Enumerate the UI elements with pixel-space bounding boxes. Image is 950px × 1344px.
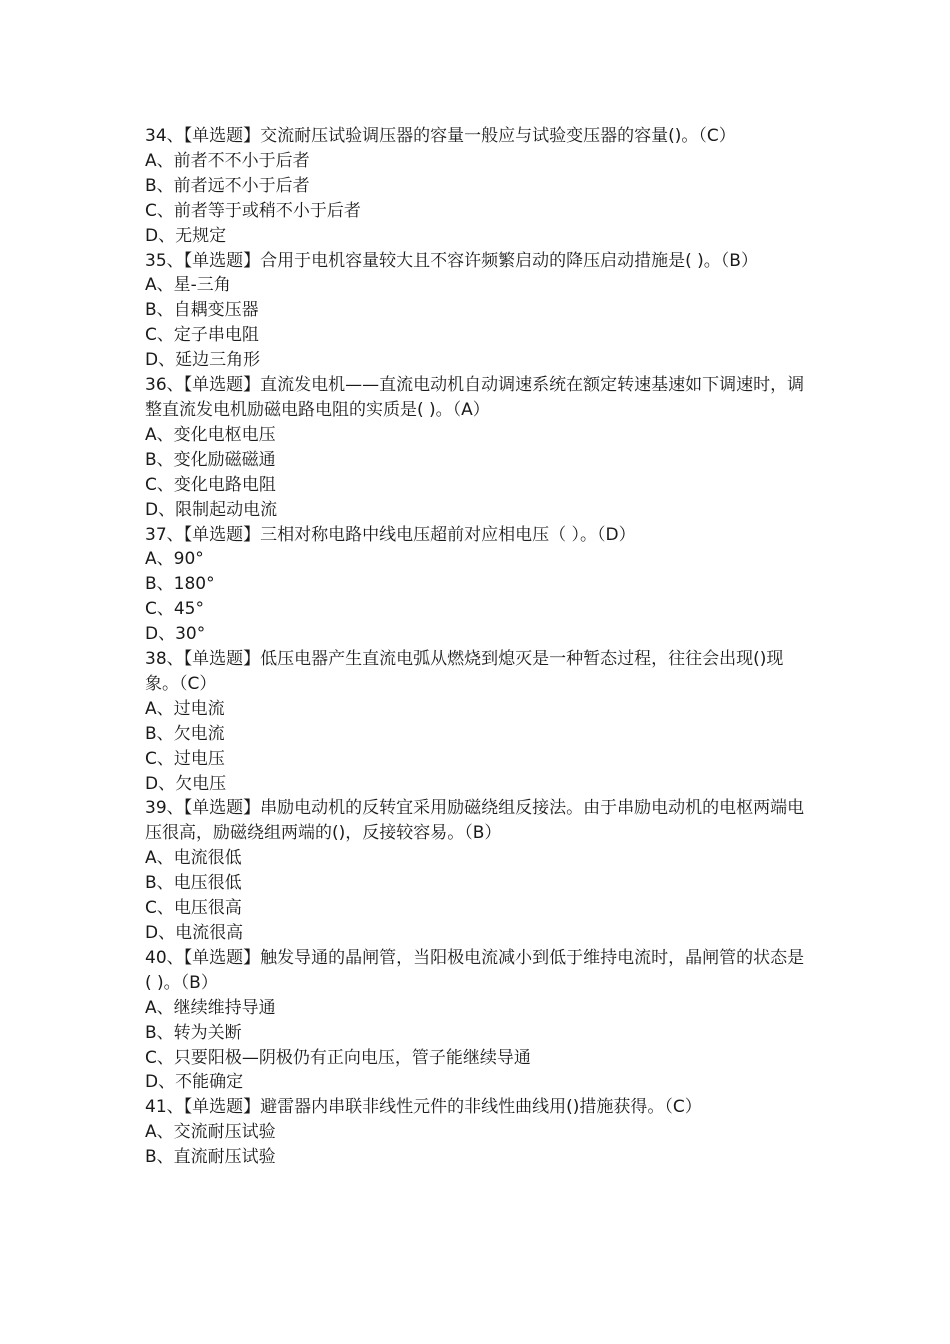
option-b: B、直流耐压试验 [145, 1147, 276, 1168]
option-a: A、继续维持导通 [145, 997, 276, 1018]
option-c: C、45° [145, 599, 205, 620]
question-38 [145, 647, 810, 796]
option-b: B、自耦变压器 [145, 300, 259, 321]
option-d: D、延边三角形 [145, 350, 261, 371]
question-35 [145, 249, 810, 374]
option-c: C、定子串电阻 [145, 325, 259, 346]
option-d: D、欠电压 [145, 773, 227, 794]
option-b: B、转为关断 [145, 1022, 242, 1043]
question-36 [145, 373, 810, 522]
question-37 [145, 523, 810, 648]
question-41 [145, 1095, 810, 1170]
option-a: A、交流耐压试验 [145, 1122, 276, 1143]
option-b: B、欠电流 [145, 723, 225, 744]
question-40 [145, 946, 810, 1095]
question-39 [145, 796, 810, 945]
option-a: A、电流很低 [145, 848, 242, 869]
question-text: 34、【单选题】交流耐压试验调压器的容量一般应与试验变压器的容量()。（C） [145, 126, 736, 146]
question-list [145, 124, 810, 1170]
question-text: 36、【单选题】直流发电机——直流电动机自动调速系统在额定转速基速如下调速时，调整直流发电机励磁电路电阻的实质是( )。（A） [145, 375, 805, 420]
option-a: A、90° [145, 549, 204, 570]
option-c: C、只要阳极—阴极仍有正向电压，管子能继续导通 [145, 1047, 531, 1068]
option-d: D、无规定 [145, 225, 227, 246]
question-text: 37、【单选题】三相对称电路中线电压超前对应相电压（ ）。（D） [145, 524, 636, 545]
option-a: A、过电流 [145, 698, 225, 719]
option-d: D、电流很高 [145, 923, 244, 943]
option-c: C、变化电路电阻 [145, 474, 276, 495]
option-a: A、变化电枢电压 [145, 424, 276, 445]
option-a: A、星-三角 [145, 275, 231, 296]
option-d: D、30° [145, 624, 206, 645]
option-c: C、过电压 [145, 748, 225, 769]
option-d: D、不能确定 [145, 1072, 244, 1093]
option-b: B、前者远不小于后者 [145, 175, 310, 196]
question-text: 41、【单选题】避雷器内串联非线性元件的非线性曲线用()措施获得。（C） [145, 1097, 702, 1118]
option-d: D、限制起动电流 [145, 499, 278, 520]
option-c: C、电压很高 [145, 898, 242, 919]
question-text: 35、【单选题】合用于电机容量较大且不容许频繁启动的降压启动措施是( )。（B） [145, 250, 758, 271]
option-b: B、180° [145, 574, 215, 595]
option-b: B、变化励磁磁通 [145, 449, 276, 470]
option-b: B、电压很低 [145, 873, 242, 894]
option-c: C、前者等于或稍不小于后者 [145, 200, 361, 221]
question-text: 39、【单选题】串励电动机的反转宜采用励磁绕组反接法。由于串励电动机的电枢两端电压很高，励磁绕组两端的()，反接较容易。（B） [145, 798, 805, 844]
question-34 [145, 124, 810, 249]
question-text: 38、【单选题】低压电器产生直流电弧从燃烧到熄灭是一种暂态过程，往往会出现()现象。（C） [145, 649, 784, 694]
option-a: A、前者不不小于后者 [145, 150, 310, 171]
question-text: 40、【单选题】触发导通的晶闸管，当阳极电流减小到低于维持电流时，晶闸管的状态是( )。（B） [145, 947, 805, 993]
